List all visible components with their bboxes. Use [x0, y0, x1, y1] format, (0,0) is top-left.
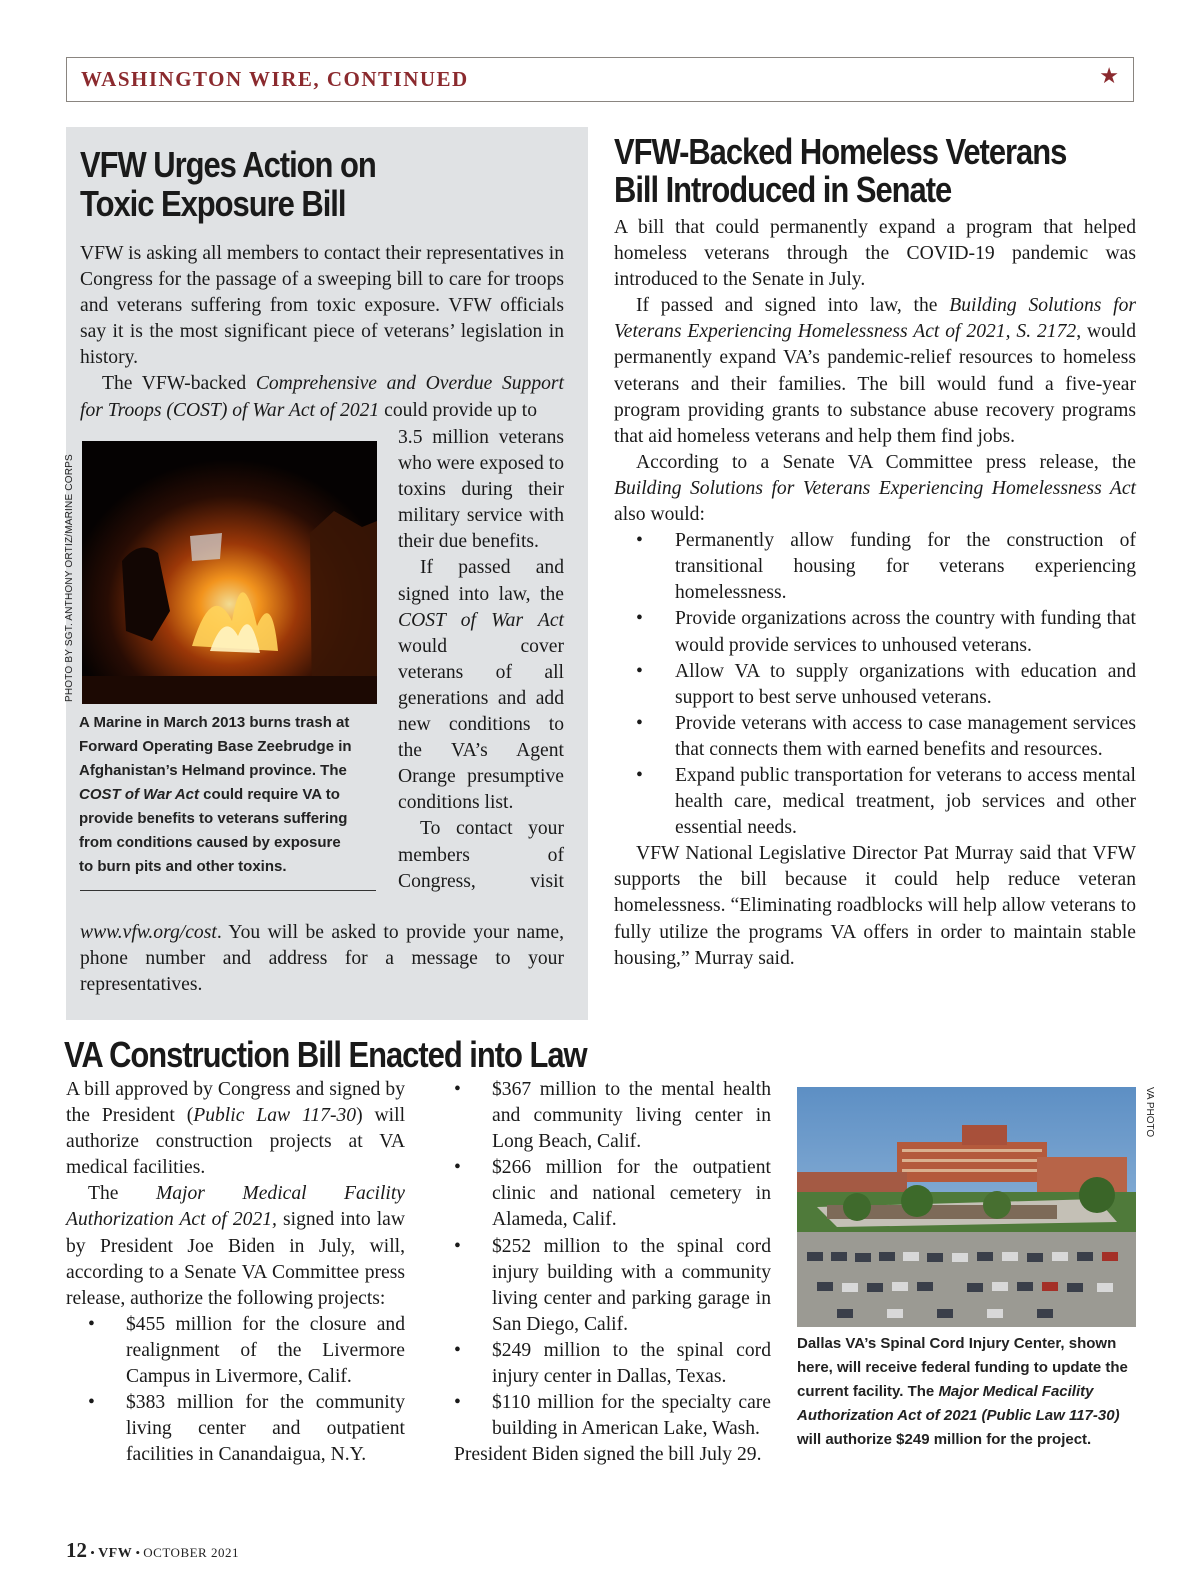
toxic-body-bottom: www.vfw.org/cost. You will be asked to provide your name, phone number and address for a message to your representatives. [80, 922, 564, 996]
va-projects-list-continued [432, 1077, 771, 1442]
section-title: WASHINGTON WIRE, CONTINUED [81, 67, 469, 91]
list-item: • Allow VA to supply organizations with education and support to best serve unhoused veterans. [614, 659, 1136, 711]
issue-date: OCTOBER 2021 [143, 1545, 239, 1560]
section-header [66, 57, 1134, 102]
paragraph: VFW is asking all members to contact their representatives in Congress for the passage of a sweeping bill to care for troops and veterans suffering from toxic exposure. VFW officials say it is the most significant piece of veterans’ legislation in history. [80, 243, 564, 369]
dallas-va-photo [797, 1087, 1136, 1327]
page-number: 12 [66, 1538, 87, 1562]
separator: • [135, 1545, 141, 1560]
va-projects-list [66, 1312, 405, 1469]
paragraph: If passed and signed into law, the COST of War Act would cover veterans of all generations and add new conditions to the VA’s Agent Orange presumptive conditions list. [398, 557, 564, 814]
homeless-bullet-list [614, 528, 1136, 841]
homeless-headline: VFW-Backed Homeless Veterans Bill Introduced in Senate [614, 131, 1067, 210]
paragraph: The Major Medical Facility Authorization Act of 2021, signed into law by President Joe Biden in July, will, according to a Senate VA Committee press release, authorize the following projects: [66, 1183, 405, 1309]
caption-divider [80, 890, 376, 891]
burn-pit-photo [82, 441, 377, 704]
list-item: • Provide organizations across the country with funding that would provide services to unhoused veterans. [614, 606, 1136, 658]
va-article-column-2 [432, 1077, 771, 1468]
paragraph: To contact your members of Congress, visit [398, 818, 564, 892]
list-item: • $110 million for the specialty care building in American Lake, Wash. [432, 1390, 771, 1442]
toxic-body-column [398, 425, 564, 895]
list-item: • Expand public transportation for veterans to access mental health care, medical treatment, job services and other essential needs. [614, 763, 1136, 841]
photo-credit: PHOTO BY SGT. ANTHONY ORTIZ/MARINE CORPS [64, 454, 75, 702]
paragraph: A bill approved by Congress and signed by the President (Public Law 117-30) will authorize construction projects at VA medical facilities. [66, 1079, 406, 1179]
homeless-article-body [614, 215, 1136, 972]
list-item: • $266 million for the outpatient clinic and national cemetery in Alameda, Calif. [432, 1155, 771, 1233]
list-item: • Provide veterans with access to case management services that connects them with earned benefits and resources. [614, 711, 1136, 763]
paragraph: A bill that could permanently expand a program that helped homeless veterans through the COVID-19 pandemic was introduced to the Senate in July. [614, 217, 1136, 291]
paragraph: VFW National Legislative Director Pat Murray said that VFW supports the bill because it could help reduce veteran homelessness. “Eliminating roadblocks will help allow veterans to fully utilize the programs VA offers in order to maintain stable housing,” Murray said. [614, 843, 1136, 969]
toxic-exposure-article [66, 127, 588, 1020]
paragraph: The VFW-backed Comprehensive and Overdue Support for Troops (COST) of War Act of 2021 could provide up to [80, 373, 564, 421]
photo-credit: VA PHOTO [1144, 1087, 1155, 1138]
publication-name: VFW [98, 1546, 133, 1561]
star-icon: ★ [1099, 64, 1119, 89]
paragraph: According to a Senate VA Committee press release, the Building Solutions for Veterans Experiencing Homelessness Act also would: [614, 451, 1136, 526]
toxic-headline: VFW Urges Action on Toxic Exposure Bill [80, 144, 376, 224]
list-item: • $252 million to the spinal cord injury building with a community living center and parking garage in San Diego, Calif. [432, 1234, 771, 1338]
va-article-column-1 [66, 1077, 405, 1468]
page-footer [66, 1538, 239, 1563]
paragraph: If passed and signed into law, the Building Solutions for Veterans Experiencing Homelessness Act of 2021, S. 2172, would permanently expand VA’s pandemic-relief resources to homeless veterans and their families. The bill would fund a five-year program providing grants to substance abuse recovery programs that aid homeless veterans and help them find jobs. [614, 295, 1137, 447]
paragraph: 3.5 million veterans who were exposed to toxins during their military service with their due benefits. [398, 427, 564, 553]
separator: • [90, 1545, 95, 1560]
list-item: • Permanently allow funding for the construction of transitional housing for veterans experiencing homelessness. [614, 528, 1136, 606]
va-construction-headline: VA Construction Bill Enacted into Law [64, 1034, 587, 1075]
photo-caption: Dallas VA’s Spinal Cord Injury Center, shown here, will receive federal funding to update the current facility. The Major Medical Facility Authorization Act of 2021 (Public Law 117-30) will authorize $249 million for the project. [797, 1335, 1128, 1448]
list-item: • $383 million for the community living center and outpatient facilities in Canandaigua, N.Y. [66, 1390, 405, 1468]
paragraph: President Biden signed the bill July 29. [454, 1444, 762, 1466]
list-item: • $455 million for the closure and realignment of the Livermore Campus in Livermore, Calif. [66, 1312, 405, 1390]
photo-caption: A Marine in March 2013 burns trash at Forward Operating Base Zeebrudge in Afghanistan’s Helmand province. The COST of War Act could require VA to provide benefits to veterans suffering from conditions caused by exposure to burn pits and other toxins. [79, 714, 352, 875]
toxic-body-top [80, 241, 564, 424]
vfw-cost-link[interactable]: www.vfw.org/cost [80, 922, 217, 943]
list-item: • $249 million to the spinal cord injury center in Dallas, Texas. [432, 1338, 771, 1390]
list-item: • $367 million to the mental health and community living center in Long Beach, Calif. [432, 1077, 771, 1155]
